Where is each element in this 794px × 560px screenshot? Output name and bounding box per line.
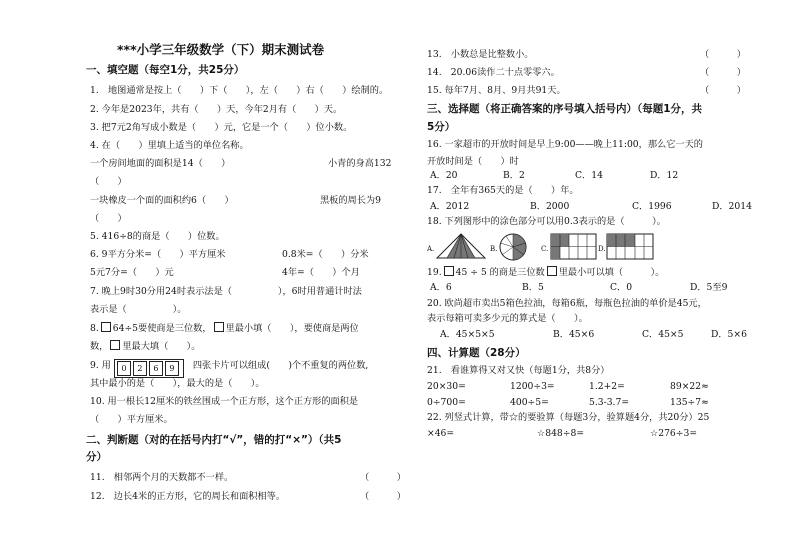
question-10a: 10. 用一根长12厘米的铁丝围成一个正方形，这个正方形的面积是 [90,396,359,407]
question-12-paren: （ ） [360,491,406,502]
q18-label: B. [490,245,498,253]
q17-option: A．2012 [430,201,470,212]
vertical-calc-item: ☆276÷3= [650,428,698,439]
question-22: 22. 列竖式计算，带☆的要验算（每题3分，验算题4分，共20分）25 [427,412,710,423]
section-judge-cont: 分） [86,451,107,463]
question-8a [90,322,359,335]
q8b-post: 里最大填（ ）。 [122,341,201,352]
vertical-calc-item: ☆848÷8= [537,428,585,439]
q17-option: D．2014 [712,201,752,212]
question-7b: 表示是（ ）。 [90,304,187,315]
triangle-figure [435,232,487,260]
section-fill-blank: 一、填空题（每空1分，共25分） [86,64,245,76]
question-1: 1. 地图通常是按上（ ）下（ ），左（ ）右（ ）绘制的。 [90,85,389,96]
question-15-paren: （ ） [700,85,746,96]
question-6a: 6. 9平方分米=（ ）平方厘米 [90,249,226,260]
blank-box-icon [444,266,454,276]
question-3: 3. 把7元2角写成小数是（ ）元，它是一个（ ）位小数。 [90,122,353,133]
question-4: 4. 在（ ）里填上适当的单位名称。 [90,140,249,151]
section-calc: 四、计算题（28分） [427,347,526,359]
calc-item: 89×22≈ [670,381,709,392]
q18-label: C. [541,245,549,253]
question-9a [90,359,368,378]
number-card: 9 [165,361,179,376]
question-15: 15. 每年7月、8月、9月共91天。 [427,85,566,96]
calc-item: 20×30= [427,381,466,392]
blank-box-icon [101,322,111,332]
grid-figure-c [550,233,598,261]
q19-post: 里最小可以填（ ）。 [558,267,665,278]
calc-item: 400÷5= [510,397,549,408]
question-2: 2. 今年是2023年，共有（ ）天，今年2月有（ ）天。 [90,104,343,115]
question-11-paren: （ ） [360,472,406,483]
q17-option: B．2000 [530,201,570,212]
question-20a: 20. 欧尚超市卖出5箱色拉油，每箱6瓶，每瓶色拉油的单价是45元， [427,298,707,309]
question-6d: 4年=（ ）个月 [282,267,360,278]
q19-option: A．6 [430,282,452,293]
question-7a: 7. 晚上9时30分用24时表示法是（ ），6时用普通计时法 [90,286,362,297]
q17-option: C．1996 [632,201,672,212]
q19-mid: 45 ÷ 5 的商是三位数 [455,267,545,278]
q19-option: C．0 [610,282,633,293]
question-18: 18. 下列图形中的涂色部分可以用0.3表示的是（ ）。 [427,216,666,227]
number-card: 0 [117,361,131,376]
question-9b: 其中最小的是（ ），最大的是（ ）。 [90,378,265,389]
question-4f: （ ） [90,213,127,224]
q20-option: D．5×6 [711,329,747,340]
q16-option: C．14 [575,170,603,181]
question-14: 14. 20.06读作二十点零零六。 [427,67,560,78]
circle-figure [498,232,528,262]
q9-post: 四张卡片可以组成( )个不重复的两位数, [192,360,369,371]
question-6c: 5元7分=（ ）元 [90,267,174,278]
question-8b [90,340,200,353]
grid-figure-d [606,233,656,261]
question-4d: 一块橡皮一个面的面积约6（ ） [90,195,234,206]
question-4e: 黑板的周长为9 [320,195,381,206]
q19-option: B．5 [522,282,544,293]
q18-label: A. [427,245,435,253]
calc-item: 5.3-3.7= [589,397,630,408]
question-12: 12. 边长4米的正方形，它的周长和面积相等。 [90,491,286,502]
section-choice-cont: 5分） [427,121,456,133]
q19-number: 19. [427,267,442,278]
vertical-calc-item: ×46= [427,428,455,439]
q20-option: B．45×6 [553,329,595,340]
blank-box-icon [110,340,120,350]
number-cards [114,359,184,378]
q8-text-mid: 64÷5要使商是三位数， [112,323,212,334]
page-title: ***小学三年级数学（下）期末测试卷 [117,42,325,57]
calc-item: 1200÷3= [510,381,555,392]
question-17: 17. 全年有365天的是（ ）年。 [427,185,579,196]
q16-option: B．2 [503,170,525,181]
section-choice: 三、选择题（将正确答案的序号填入括号内）（每题1分，共 [427,103,703,115]
calc-item: 0÷700= [427,397,466,408]
q8b-pre: 数， [90,341,109,352]
question-13: 13. 小数总是比整数小。 [427,49,534,60]
q16-option: D．12 [650,170,679,181]
question-4b: 小青的身高132 [328,158,392,169]
number-card: 2 [133,361,147,376]
question-20b: 表示每箱可卖多少元的算式是（ ）。 [427,313,588,324]
question-13-paren: （ ） [700,49,746,60]
q16-option: A．20 [430,170,458,181]
q18-label: D. [598,245,606,253]
q20-option: C．45×5 [642,329,684,340]
calc-item: 135÷7≈ [670,397,709,408]
q20-option: A．45×5×5 [440,329,495,340]
section-judge: 二、判断题（对的在括号内打“√”，错的打“×”）（共5 [86,434,342,446]
question-6b: 0.8米=（ ）分米 [282,249,369,260]
question-5: 5. 416÷8的商是（ ）位数。 [90,231,225,242]
question-16a: 16. 一家超市的开放时间是早上9:00——晚上11:00，那么它一天的 [427,139,703,150]
q8-number: 8. [90,323,99,334]
question-4c: （ ） [90,176,127,187]
question-4a: 一个房间地面的面积是14（ ） [90,158,231,169]
calc-item: 1.2+2= [589,381,625,392]
q19-option: D．5至9 [690,282,728,293]
question-16b: 开放时间是（ ）时 [427,156,519,167]
question-21: 21. 看谁算得又对又快（每题1分，共8分） [427,365,610,376]
question-10b: （ ）平方厘米。 [90,414,173,425]
q8-text-post: 里最小填（ ），要使商是两位 [225,323,359,334]
question-14-paren: （ ） [700,67,746,78]
q9-pre: 9. 用 [90,360,111,371]
grid-d-shaded [607,234,635,247]
number-card: 6 [149,361,163,376]
question-11: 11. 相邻两个月的天数都不一样。 [90,472,234,483]
blank-box-icon [214,322,224,332]
question-19 [427,266,664,279]
blank-box-icon [547,266,557,276]
grid-c-shaded [560,234,569,247]
